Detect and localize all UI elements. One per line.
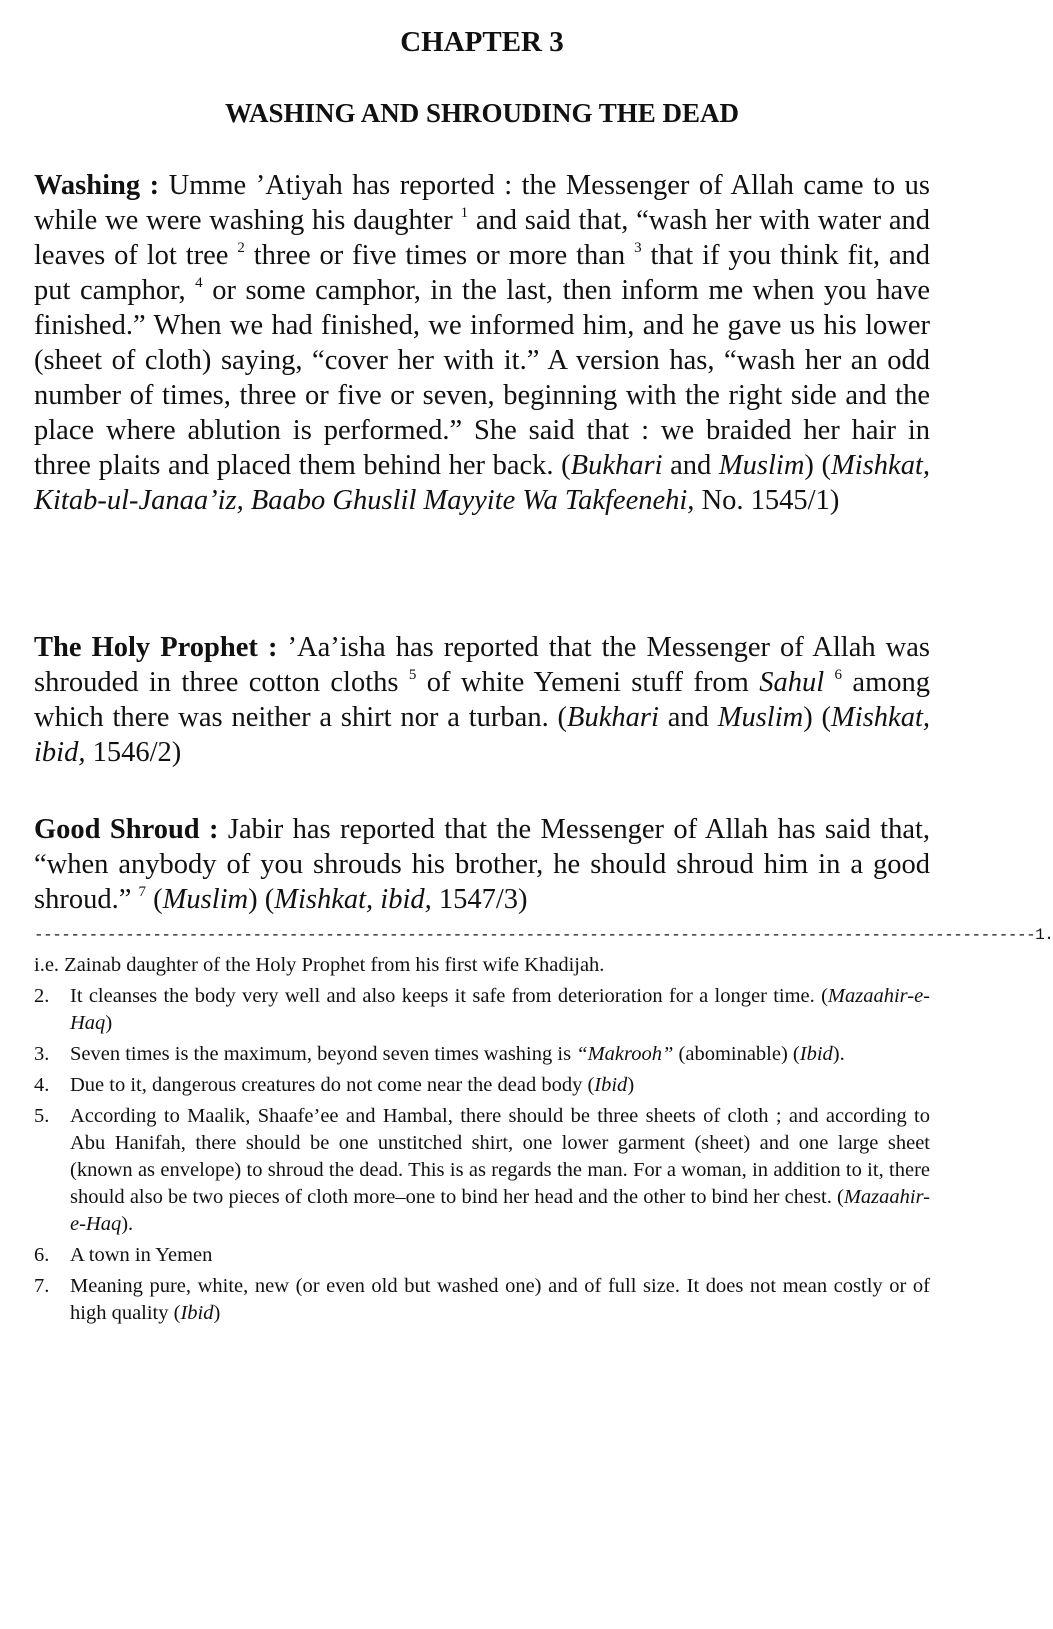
footnote-7-end: ) bbox=[213, 1302, 221, 1324]
shroud-source-1: Muslim bbox=[162, 884, 249, 915]
washing-source-1: Bukhari bbox=[570, 450, 663, 481]
footnote-ref-1[interactable]: 1 bbox=[460, 204, 469, 221]
shroud-text-1: Jabir has reported that the Messenger of Allah has said that, “when anybody of you shrouds his brother, he should shroud him in a good shroud.” bbox=[34, 814, 931, 915]
footnote-ref-3[interactable]: 3 bbox=[634, 239, 642, 256]
washing-source-2: Muslim bbox=[718, 450, 805, 481]
footnote-3 bbox=[34, 1041, 930, 1068]
washing-text-4: that if you think fit, and put camphor, bbox=[34, 240, 930, 306]
footnote-4 bbox=[34, 1072, 930, 1099]
prophet-text-3 bbox=[824, 667, 834, 698]
footnote-2-ref: Mazaahir-e-Haq bbox=[70, 985, 930, 1034]
washing-source-3: Mishkat, Kitab-ul-Janaa’iz, Baabo Ghuslil Mayyite Wa Takfeenehi, bbox=[34, 450, 930, 516]
footnote-4-end: ) bbox=[627, 1074, 635, 1096]
footnote-6 bbox=[34, 1242, 930, 1269]
shroud-text-4: 1547/3) bbox=[431, 884, 528, 915]
washing-text-1: Umme ’Atiyah has reported : the Messenger of Allah came to us while we were washing his daughter bbox=[34, 170, 930, 236]
prophet-paragraph bbox=[34, 630, 930, 770]
prophet-text-6: ) ( bbox=[803, 702, 832, 733]
footnote-ref-6[interactable]: 6 bbox=[834, 666, 843, 683]
footnote-ref-5[interactable]: 5 bbox=[408, 666, 417, 683]
footnote-2 bbox=[34, 983, 930, 1037]
prophet-source-3: Mishkat, ibid, bbox=[34, 702, 930, 768]
footnote-1-text: i.e. Zainab daughter of the Holy Prophet from his first wife Khadijah. bbox=[34, 954, 605, 976]
washing-text-3: three or five times or more than bbox=[244, 240, 635, 271]
footnote-3-mid: (abominable) ( bbox=[673, 1043, 800, 1065]
washing-text-5: or some camphor, in the last, then inform me when you have finished.” When we had finished, we informed him, and he gave us his lower (sheet of cloth) saying, “cover her with it.” A version has, “wash her an odd number of times, three or five or seven, beginning with the right side and the place where ablution is performed.” She said that : we braided her hair in three plaits and placed them behind her back. ( bbox=[34, 275, 930, 481]
washing-text-8: No. 1545/1) bbox=[694, 485, 840, 516]
footnote-2-end: ) bbox=[105, 1012, 113, 1034]
prophet-heading: The Holy Prophet : bbox=[34, 632, 278, 663]
footnote-1 bbox=[34, 952, 930, 979]
footnote-7-number: 7. bbox=[34, 1275, 50, 1297]
footnote-divider: --------------------------------------------------------------------------------------------------------------1. bbox=[34, 926, 1053, 944]
footnote-2-text: It cleanses the body very well and also keeps it safe from deterioration for a longer time. ( bbox=[70, 985, 828, 1007]
footnote-3-end: ). bbox=[832, 1043, 845, 1065]
washing-text-6: and bbox=[662, 450, 719, 481]
prophet-source-2: Muslim bbox=[717, 702, 804, 733]
shroud-source-2: Mishkat, ibid, bbox=[274, 884, 432, 915]
footnote-5-text: According to Maalik, Shaafe’ee and Hambal, there should be three sheets of cloth ; and according to Abu Hanifah, there should be one unstitched shirt, one lower garment (sheet) and one large sheet (known as envelope) to shroud the dead. This is as regards the man. For a woman, in addition to it, there should also be two pieces of cloth more–one to bind her head and the other to bind her chest. ( bbox=[70, 1105, 930, 1208]
footnote-4-ref: Ibid bbox=[594, 1074, 628, 1096]
prophet-source-1: Bukhari bbox=[567, 702, 659, 733]
footnote-7-ref: Ibid bbox=[180, 1302, 214, 1324]
chapter-heading: CHAPTER 3 bbox=[400, 26, 564, 58]
washing-heading: Washing : bbox=[34, 170, 160, 201]
prophet-text-2: of white Yemeni stuff from bbox=[416, 667, 760, 698]
shroud-text-3: ) ( bbox=[248, 884, 275, 915]
footnote-3-ref: “Makrooh” bbox=[576, 1043, 674, 1065]
footnote-5-ref: Mazaahir-e-Haq bbox=[70, 1186, 930, 1235]
footnote-6-number: 6. bbox=[34, 1244, 50, 1266]
footnote-ref-4[interactable]: 4 bbox=[195, 274, 203, 291]
prophet-text-4: among which there was neither a shirt nor a turban. ( bbox=[34, 667, 930, 733]
washing-text-2: and said that, “wash her with water and leaves of lot tree bbox=[34, 205, 931, 271]
footnote-2-number: 2. bbox=[34, 985, 50, 1007]
prophet-text-5: and bbox=[658, 702, 718, 733]
footnote-6-text: A town in Yemen bbox=[70, 1244, 213, 1266]
footnote-7-text: Meaning pure, white, new (or even old but washed one) and of full size. It does not mean costly or of high quality ( bbox=[70, 1275, 930, 1324]
prophet-text-7: 1546/2) bbox=[85, 737, 182, 768]
footnote-ref-7[interactable]: 7 bbox=[138, 883, 146, 900]
footnote-ref-2[interactable]: 2 bbox=[237, 239, 245, 256]
washing-text-7: ) ( bbox=[804, 450, 832, 481]
chapter-title: WASHING AND SHROUDING THE DEAD bbox=[224, 98, 740, 128]
prophet-place: Sahul bbox=[759, 667, 825, 698]
footnote-list bbox=[34, 952, 930, 1331]
shroud-heading: Good Shroud : bbox=[34, 814, 219, 845]
footnote-7 bbox=[34, 1273, 930, 1327]
prophet-text-1: ’Aa’isha has reported that the Messenger of Allah was shrouded in three cotton cloths bbox=[34, 632, 930, 698]
footnote-5 bbox=[34, 1103, 930, 1238]
footnote-5-end: ). bbox=[121, 1213, 134, 1235]
footnote-5-number: 5. bbox=[34, 1105, 50, 1127]
shroud-text-2: ( bbox=[145, 884, 163, 915]
footnote-3-number: 3. bbox=[34, 1043, 50, 1065]
footnote-4-text: Due to it, dangerous creatures do not come near the dead body ( bbox=[70, 1074, 595, 1096]
footnote-4-number: 4. bbox=[34, 1074, 50, 1096]
footnote-3-ref2: Ibid bbox=[799, 1043, 833, 1065]
footnote-3-text: Seven times is the maximum, beyond seven times washing is bbox=[70, 1043, 577, 1065]
washing-paragraph bbox=[34, 168, 930, 518]
shroud-paragraph bbox=[34, 812, 930, 917]
